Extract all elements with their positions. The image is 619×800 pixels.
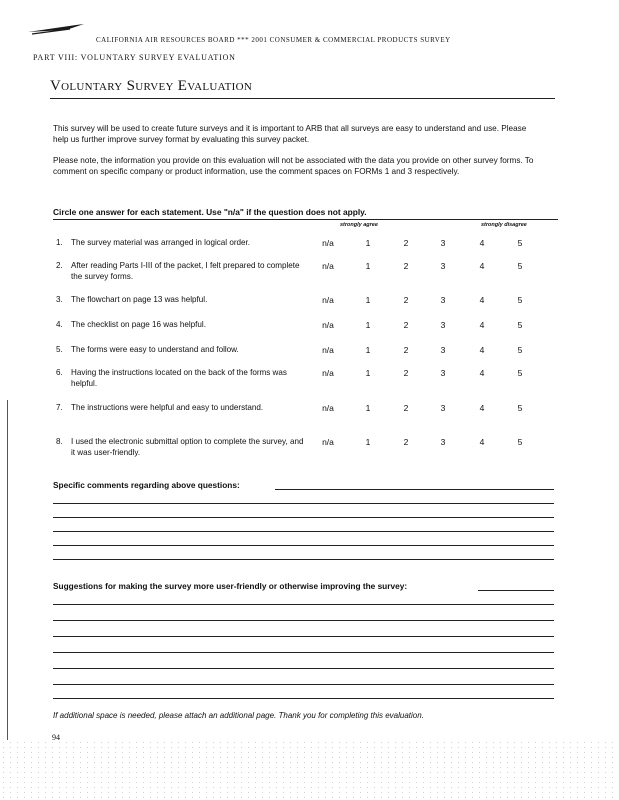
comments-line[interactable] (53, 559, 554, 560)
question-number: 5. (56, 345, 63, 354)
rating-option-3[interactable]: 3 (440, 238, 446, 248)
rating-option-2[interactable]: 2 (403, 261, 409, 271)
rating-option-5[interactable]: 5 (517, 320, 523, 330)
footer-note: If additional space is needed, please attach an additional page. Thank you for completing this evaluation. (53, 711, 424, 720)
rating-option-1[interactable]: 1 (365, 345, 371, 355)
scale-agree-label: strongly agree (340, 222, 378, 228)
rating-option-1[interactable]: 1 (365, 238, 371, 248)
rating-option-5[interactable]: 5 (517, 261, 523, 271)
rating-option-5[interactable]: 5 (517, 238, 523, 248)
suggestions-line[interactable] (53, 604, 554, 605)
suggestions-line[interactable] (53, 652, 554, 653)
rating-option-3[interactable]: 3 (440, 295, 446, 305)
rating-option-3[interactable]: 3 (440, 403, 446, 413)
page-title: Voluntary Survey Evaluation (50, 78, 253, 94)
rating-option-1[interactable]: 1 (365, 320, 371, 330)
rating-option-na[interactable]: n/a (322, 403, 334, 413)
question-row (56, 238, 306, 249)
suggestions-line[interactable] (478, 590, 554, 591)
rating-option-5[interactable]: 5 (517, 403, 523, 413)
page-number: 94 (52, 733, 60, 742)
scale-disagree-label: strongly disagree (481, 222, 527, 228)
rating-option-1[interactable]: 1 (365, 295, 371, 305)
rating-option-3[interactable]: 3 (440, 261, 446, 271)
comments-line[interactable] (53, 517, 554, 518)
question-text: I used the electronic submittal option to complete the survey, and it was user-friendly. (71, 437, 304, 457)
suggestions-label: Suggestions for making the survey more user-friendly or otherwise improving the survey: (53, 581, 408, 591)
rating-option-na[interactable]: n/a (322, 437, 334, 447)
rating-option-na[interactable]: n/a (322, 261, 334, 271)
question-text: The flowchart on page 13 was helpful. (71, 295, 208, 304)
intro-paragraph-1: This survey will be used to create future surveys and it is important to ARB that all surveys are easy to understand and use. Please help us further improve survey format by evaluating this survey packet. (53, 124, 527, 144)
suggestions-line[interactable] (53, 636, 554, 637)
rating-option-5[interactable]: 5 (517, 368, 523, 378)
question-row (56, 295, 306, 306)
part-label: PART VIII: VOLUNTARY SURVEY EVALUATION (33, 53, 236, 62)
question-text: The forms were easy to understand and follow. (71, 345, 239, 354)
intro-paragraph-2: Please note, the information you provide on this evaluation will not be associated with the data you provide on other survey forms. To comment on specific company or product information, use the comment spaces on FORMs 1 and 3 respectively. (53, 156, 534, 176)
question-row (56, 320, 306, 331)
rating-option-2[interactable]: 2 (403, 403, 409, 413)
rating-option-4[interactable]: 4 (479, 295, 485, 305)
question-number: 3. (56, 295, 63, 304)
question-text: The checklist on page 16 was helpful. (71, 320, 206, 329)
question-number: 4. (56, 320, 63, 329)
rating-option-2[interactable]: 2 (403, 238, 409, 248)
rating-option-3[interactable]: 3 (440, 368, 446, 378)
rating-option-3[interactable]: 3 (440, 437, 446, 447)
suggestions-line[interactable] (53, 668, 554, 669)
rating-option-4[interactable]: 4 (479, 437, 485, 447)
rating-option-1[interactable]: 1 (365, 368, 371, 378)
question-row (56, 261, 306, 282)
rating-option-5[interactable]: 5 (517, 437, 523, 447)
question-row (56, 368, 306, 389)
rating-option-4[interactable]: 4 (479, 320, 485, 330)
rating-option-4[interactable]: 4 (479, 261, 485, 271)
rating-option-4[interactable]: 4 (479, 238, 485, 248)
comments-line[interactable] (53, 503, 554, 504)
instruction-rule (53, 219, 558, 220)
comments-line[interactable] (275, 489, 554, 490)
suggestions-line[interactable] (53, 684, 554, 685)
rating-option-1[interactable]: 1 (365, 403, 371, 413)
instruction-text: Circle one answer for each statement. Use "n/a" if the question does not apply. (53, 207, 367, 217)
rating-option-3[interactable]: 3 (440, 320, 446, 330)
question-text: After reading Parts I-III of the packet, I felt prepared to complete the survey forms. (71, 261, 300, 281)
rating-option-2[interactable]: 2 (403, 368, 409, 378)
rating-option-na[interactable]: n/a (322, 345, 334, 355)
scan-margin-mark (7, 400, 8, 740)
rating-option-na[interactable]: n/a (322, 238, 334, 248)
question-text: The survey material was arranged in logical order. (71, 238, 251, 247)
question-number: 1. (56, 238, 63, 247)
rating-option-na[interactable]: n/a (322, 320, 334, 330)
suggestions-line[interactable] (53, 620, 554, 621)
question-number: 7. (56, 403, 63, 412)
rating-option-2[interactable]: 2 (403, 295, 409, 305)
question-row (56, 345, 306, 356)
question-text: The instructions were helpful and easy to understand. (71, 403, 264, 412)
rating-option-3[interactable]: 3 (440, 345, 446, 355)
rating-option-2[interactable]: 2 (403, 320, 409, 330)
question-row (56, 403, 306, 414)
agency-header: CALIFORNIA AIR RESOURCES BOARD *** 2001 CONSUMER & COMMERCIAL PRODUCTS SURVEY (96, 36, 451, 44)
question-text: Having the instructions located on the back of the forms was helpful. (71, 368, 287, 388)
comments-line[interactable] (53, 531, 554, 532)
rating-option-2[interactable]: 2 (403, 437, 409, 447)
rating-option-1[interactable]: 1 (365, 437, 371, 447)
rating-option-2[interactable]: 2 (403, 345, 409, 355)
question-number: 2. (56, 261, 63, 270)
rating-option-na[interactable]: n/a (322, 368, 334, 378)
rating-option-5[interactable]: 5 (517, 345, 523, 355)
suggestions-line[interactable] (53, 698, 554, 699)
rating-option-na[interactable]: n/a (322, 295, 334, 305)
comments-line[interactable] (53, 545, 554, 546)
scan-noise (0, 740, 619, 800)
question-number: 6. (56, 368, 63, 377)
rating-option-4[interactable]: 4 (479, 368, 485, 378)
rating-option-4[interactable]: 4 (479, 403, 485, 413)
arb-logo-mark (26, 22, 86, 36)
question-row (56, 437, 306, 458)
title-rule (50, 78, 555, 99)
rating-option-4[interactable]: 4 (479, 345, 485, 355)
comments-label: Specific comments regarding above questions: (53, 480, 240, 490)
question-number: 8. (56, 437, 63, 446)
rating-option-5[interactable]: 5 (517, 295, 523, 305)
rating-option-1[interactable]: 1 (365, 261, 371, 271)
